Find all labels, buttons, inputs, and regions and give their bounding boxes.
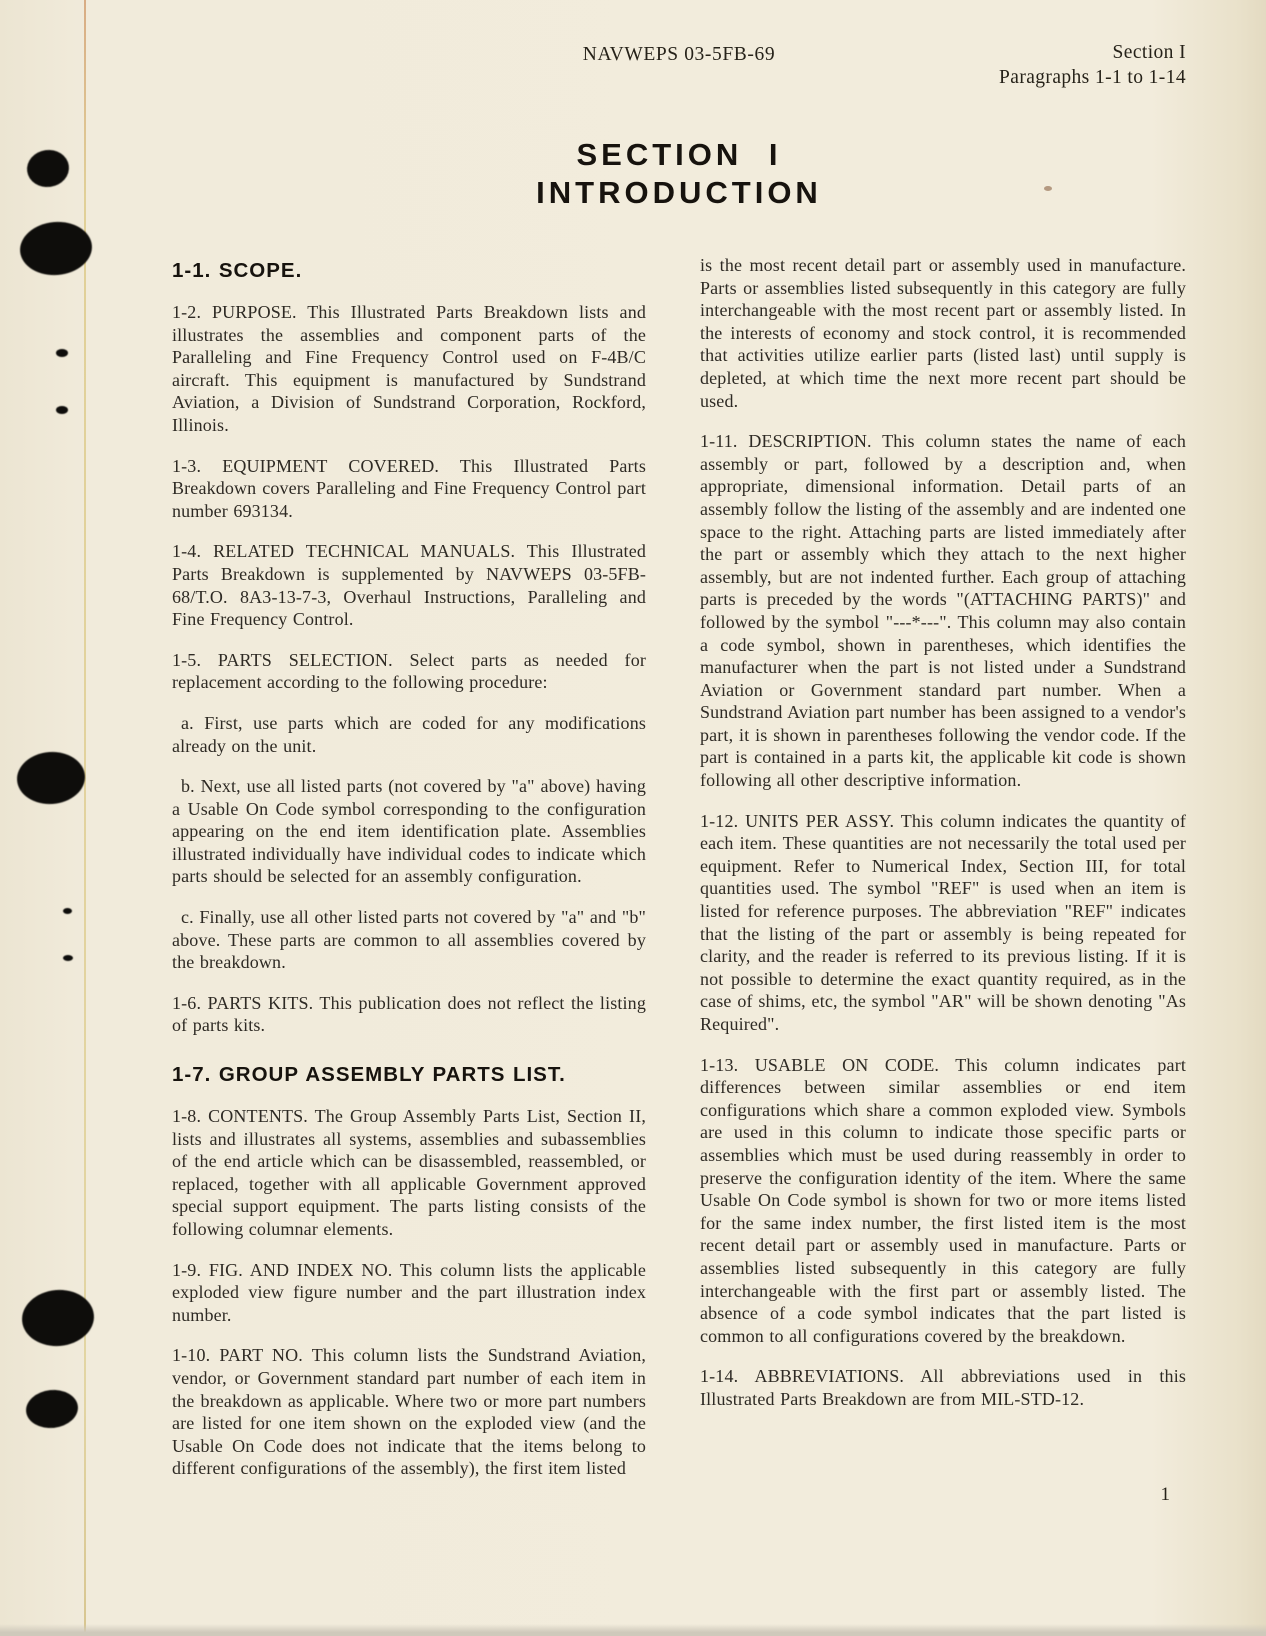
title-section: SECTION I: [576, 137, 782, 172]
heading-1-1-scope: 1-1. SCOPE.: [172, 259, 303, 282]
binder-hole-mark: [18, 219, 94, 278]
para-1-10-part-no: 1-10. PART NO. This column lists the Sundstrand Aviation, vendor, or Government standard part number of each item in the breakdown as applicable. Where two or more part numbers are listed for one item shown on the exploded view (and the Usable On Code does not indicate that the items belong to different configurations of the assembly), the first item listed: [172, 1345, 646, 1479]
sub-para-c: c. Finally, use all other listed parts not covered by "a" and "b" above. These parts are common to all assemblies covered by the breakdown.: [172, 907, 646, 973]
title-introduction: INTRODUCTION: [536, 175, 822, 210]
para-1-14-abbreviations: 1-14. ABBREVIATIONS. All abbreviations used in this Illustrated Parts Breakdown are from MIL-STD-12.: [700, 1366, 1186, 1409]
binder-hole-mark: [25, 147, 72, 189]
doc-number: NAVWEPS 03-5FB-69: [582, 44, 776, 65]
para-1-8-contents: 1-8. CONTENTS. The Group Assembly Parts List, Section II, lists and illustrates all systems, assemblies and subassemblies of the end article which can be disassembled, reassembled, or replaced, together with all applicable Government approved special support equipment. The parts listing consists of the following columnar elements.: [172, 1106, 646, 1239]
para-1-6-parts-kits: 1-6. PARTS KITS. This publication does not reflect the listing of parts kits.: [172, 992, 646, 1036]
page-title: [172, 136, 1186, 212]
scan-speck: [63, 955, 73, 961]
sub-para-a: a. First, use parts which are coded for any modifications already on the unit.: [172, 712, 646, 756]
para-1-3-equipment-covered: 1-3. EQUIPMENT COVERED. This Illustrated Parts Breakdown covers Paralleling and Fine Frequency Control part number 693134.: [172, 455, 646, 521]
para-1-5-parts-selection: 1-5. PARTS SELECTION. Select parts as needed for replacement according to the following procedure:: [172, 649, 646, 693]
left-column: [172, 254, 646, 1480]
section-label: Section I: [1112, 42, 1186, 63]
para-1-4-related-manuals: 1-4. RELATED TECHNICAL MANUALS. This Illustrated Parts Breakdown is supplemented by NAVWEPS 03-5FB-68/T.O. 8A3-13-7-3, Overhaul Instructions, Paralleling and Fine Frequency Control.: [172, 541, 646, 630]
heading-1-7-group-assembly-parts-list: 1-7. GROUP ASSEMBLY PARTS LIST.: [172, 1063, 566, 1087]
scan-speck: [56, 349, 68, 357]
para-1-9-fig-and-index-no: 1-9. FIG. AND INDEX NO. This column lists the applicable exploded view figure number and the part illustration index number.: [172, 1259, 646, 1325]
para-1-13-usable-on-code: 1-13. USABLE ON CODE. This column indicates part differences between similar assemblies or end item configurations which share a common exploded view. Symbols are used in this column to indicate those specific parts or assemblies which must be used during reassembly in order to preserve the configuration identity of the item. Where the same Usable On Code symbol is shown for two or more items listed for the same index number, the first listed item is the most recent detail part or assembly used in manufacture. Parts or assemblies listed subsequently in this category are fully interchangeable with the first part or assembly listed. The absence of a code symbol indicates that the part listed is common to all configurations covered by the breakdown.: [700, 1054, 1186, 1346]
header-section-block: [999, 40, 1186, 90]
right-column: [700, 254, 1186, 1480]
scan-speck: [56, 406, 68, 414]
para-1-12-units-per-assy: 1-12. UNITS PER ASSY. This column indicates the quantity of each item. These quantities are not necessarily the total used per equipment. Refer to Numerical Index, Section III, for total quantities used. The symbol "REF" is used when an item is listed for reference purposes. The abbreviation "REF" indicates that the listing of the part or assembly is being repeated for clarity, and the reader is referred to its previous listing. If it is not possible to determine the exact quantity required, as in the case of shims, etc, the symbol "AR" will be shown denoting "As Required".: [700, 810, 1186, 1034]
para-1-2-purpose: 1-2. PURPOSE. This Illustrated Parts Breakdown lists and illustrates the assemblies and component parts of the Paralleling and Fine Frequency Control used on F-4B/C aircraft. This equipment is manufactured by Sundstrand Aviation, a Division of Sundstrand Corporation, Rockford, Illinois.: [172, 302, 646, 435]
binder-hole-mark: [24, 1387, 80, 1430]
page-header: [172, 0, 1186, 106]
para-1-11-description: 1-11. DESCRIPTION. This column states the name of each assembly or part, followed by a description and, when appropriate, dimensional information. Detail parts of an assembly follow the listing of the assembly and are indented one space to the right. Attaching parts are listed immediately after the part or assembly which they attach to the next higher assembly, but are not indented further. Each group of attaching parts is preceded by the words "(ATTACHING PARTS)" and followed by the symbol "---*---". This column may also contain a code symbol, shown in parentheses, which identifies the manufacturer when the part is not listed under a Sundstrand Aviation or Government standard part number. When a Sundstrand Aviation part number has been assigned to a vendor's part, it is shown in parentheses following the vendor code. If the part is contained in a parts kit, the applicable kit code is shown following all other descriptive information.: [700, 431, 1186, 791]
page-number: 1: [1160, 1484, 1170, 1505]
page-content: [172, 0, 1186, 1480]
para-1-10-continuation: is the most recent detail part or assembly used in manufacture. Parts or assemblies listed subsequently in this category are fully interchangeable with the most recent part or assembly listed. In the interests of economy and stock control, it is recommended that activities utilize earlier parts (listed last) until supply is depleted, at which time the next more recent part should be used.: [700, 255, 1186, 411]
paragraph-range-label: Paragraphs 1-1 to 1-14: [999, 67, 1186, 88]
two-column-body: [172, 254, 1186, 1480]
scan-speck: [63, 908, 72, 914]
sub-para-b: b. Next, use all listed parts (not covered by "a" above) having a Usable On Code symbol corresponding to the configuration appearing on the end item identification plate. Assemblies illustrated individually have individual codes to indicate which parts should be selected for an assembly configuration.: [172, 776, 646, 887]
binder-hole-mark: [15, 750, 86, 807]
